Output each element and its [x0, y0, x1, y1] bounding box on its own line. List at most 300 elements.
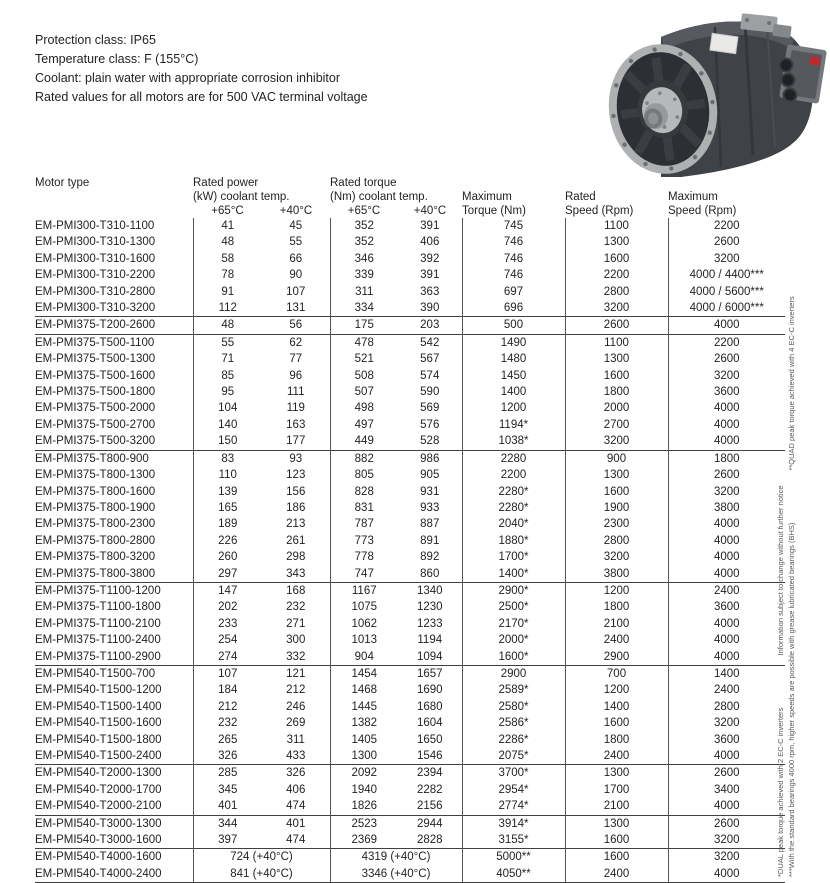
value-cell: 226 — [193, 533, 262, 549]
value-cell: 2944 — [398, 815, 462, 832]
motor-type-cell: EM-PMI375-T500-1600 — [35, 369, 156, 382]
value-cell: 2394 — [398, 765, 462, 782]
motor-type-cell: EM-PMI375-T1100-1200 — [35, 582, 193, 599]
value-cell: 2040* — [462, 516, 565, 532]
value-cell: 1094 — [416, 650, 443, 663]
value-cell: 1680 — [416, 700, 443, 713]
motor-type-cell: EM-PMI540-T1500-1800 — [35, 733, 162, 746]
value-cell: 90 — [289, 269, 303, 282]
value-cell: 746 — [462, 267, 565, 283]
value-cell: 1100 — [565, 218, 668, 234]
value-cell: 1300 — [565, 234, 668, 250]
motor-type-cell: EM-PMI540-T2000-1300 — [35, 765, 193, 782]
value-cell: 882 — [330, 450, 398, 467]
value-cell: 1450 — [462, 368, 565, 384]
value-cell: 478 — [330, 334, 398, 351]
motor-type-cell: EM-PMI375-T500-1800 — [35, 386, 156, 399]
value-cell: 1604 — [416, 717, 443, 730]
value-cell: 4000 — [668, 433, 785, 450]
table-row — [35, 351, 785, 367]
motor-type-cell: EM-PMI540-T1500-2400 — [35, 750, 162, 762]
value-cell: 1405 — [330, 732, 398, 748]
motor-type-cell: EM-PMI375-T200-2600 — [35, 317, 193, 334]
value-cell: 4000 — [668, 549, 785, 565]
value-cell: 778 — [330, 549, 398, 565]
value-cell: 905 — [420, 469, 440, 482]
table-row — [35, 417, 785, 433]
value-cell: 860 — [420, 567, 440, 580]
value-cell: 3600 — [668, 384, 785, 400]
table-row — [35, 715, 785, 731]
table-row — [35, 467, 785, 483]
table-row — [35, 384, 785, 400]
brand-label — [809, 56, 820, 65]
value-cell: 828 — [330, 484, 398, 500]
value-cell: 71 — [193, 351, 262, 367]
value-cell: 576 — [420, 418, 440, 431]
table-row — [35, 368, 785, 384]
table-header — [35, 176, 785, 218]
value-cell: 3914* — [462, 815, 565, 832]
motor-type-cell: EM-PMI375-T500-1300 — [35, 353, 156, 366]
value-cell: 574 — [420, 369, 440, 382]
value-cell: 2954* — [462, 782, 565, 798]
value-cell: 474 — [286, 834, 306, 847]
footnote-quad-peak: **QUAD peak torque achieved with 4 EC-C inverters — [787, 296, 796, 471]
header-max-speed-2: Speed (Rpm) — [668, 205, 737, 217]
value-cell: 1062 — [330, 616, 398, 632]
value-cell: 55 — [193, 334, 262, 351]
motor-type-cell: EM-PMI540-T1500-700 — [35, 665, 193, 682]
value-cell: 724 (+40°C) — [193, 849, 330, 866]
value-cell: 2400 — [565, 748, 668, 765]
value-cell: 343 — [286, 567, 306, 580]
value-cell: 62 — [262, 334, 330, 351]
value-cell: 4000 — [668, 417, 785, 433]
value-cell: 121 — [262, 665, 330, 682]
value-cell: 3346 (+40°C) — [330, 866, 462, 883]
value-cell: 2280 — [462, 450, 565, 467]
header-torque-65: +65°C — [347, 205, 381, 217]
value-cell: 140 — [193, 417, 262, 433]
value-cell: 700 — [565, 665, 668, 682]
value-cell: 4000 — [668, 533, 785, 549]
value-cell: 1700 — [565, 782, 668, 798]
value-cell: 3200 — [668, 715, 785, 731]
table-row — [35, 765, 785, 782]
value-cell: 1075 — [330, 599, 398, 615]
value-cell: 500 — [462, 317, 565, 334]
value-cell: 163 — [286, 418, 306, 431]
table-row — [35, 251, 785, 267]
value-cell: 696 — [462, 300, 565, 317]
value-cell: 805 — [330, 467, 398, 483]
value-cell: 1600* — [462, 649, 565, 666]
value-cell: 3200 — [668, 368, 785, 384]
value-cell: 507 — [330, 384, 398, 400]
value-cell: 311 — [286, 733, 305, 746]
value-cell: 2400 — [565, 866, 668, 883]
footnote-standard-bearings: ***With the standard bearings 4000 rpm, higher speeds are possible with grease lubricated bearings (BHS) — [787, 522, 796, 877]
value-cell: 186 — [286, 501, 306, 514]
value-cell: 112 — [193, 300, 262, 317]
value-cell: 433 — [286, 750, 306, 762]
table-row — [35, 334, 785, 351]
value-cell: 326 — [262, 765, 330, 782]
value-cell: 2600 — [668, 467, 785, 483]
motor-photo — [595, 5, 830, 177]
value-cell: 931 — [420, 485, 440, 498]
protection-class-line: Protection class: IP65 — [35, 33, 156, 47]
value-cell: 91 — [193, 284, 262, 300]
value-cell: 85 — [193, 368, 262, 384]
motor-type-cell: EM-PMI375-T800-3200 — [35, 551, 156, 564]
motor-type-cell: EM-PMI375-T500-3200 — [35, 435, 156, 448]
value-cell: 1657 — [398, 665, 462, 682]
value-cell: 95 — [193, 384, 262, 400]
value-cell: 300 — [286, 634, 306, 647]
value-cell: 2900 — [565, 649, 668, 666]
value-cell: 254 — [193, 632, 262, 648]
value-cell: 2400 — [668, 582, 785, 599]
value-cell: 150 — [193, 433, 262, 450]
value-cell: 1194* — [462, 417, 565, 433]
table-row — [35, 649, 785, 666]
value-cell: 787 — [330, 516, 398, 532]
value-cell: 1600 — [565, 832, 668, 849]
value-cell: 1900 — [565, 500, 668, 516]
value-cell: 4000 — [668, 632, 785, 648]
table-row — [35, 433, 785, 450]
value-cell: 747 — [330, 566, 398, 583]
value-cell: 1300 — [565, 765, 668, 782]
value-cell: 2000 — [565, 400, 668, 416]
value-cell: 334 — [330, 300, 398, 317]
table-row — [35, 284, 785, 300]
header-torque-40: +40°C — [413, 205, 447, 217]
motor-type-cell: EM-PMI375-T800-2800 — [35, 534, 156, 547]
header-motor-type: Motor type — [35, 177, 90, 189]
value-cell: 900 — [565, 450, 668, 467]
value-cell: 3200 — [668, 832, 785, 849]
motor-type-cell: EM-PMI540-T4000-1600 — [35, 849, 193, 866]
value-cell: 2400 — [668, 682, 785, 698]
value-cell: 3200 — [565, 433, 668, 450]
value-cell: 2800 — [565, 533, 668, 549]
value-cell: 508 — [330, 368, 398, 384]
value-cell: 107 — [286, 285, 306, 298]
motor-type-cell: EM-PMI300-T310-2200 — [35, 269, 156, 282]
value-cell: 260 — [193, 549, 262, 565]
value-cell: 1800 — [565, 599, 668, 615]
header-power-40: +40°C — [279, 205, 313, 217]
value-cell: 2500* — [462, 599, 565, 615]
value-cell: 1454 — [330, 665, 398, 682]
value-cell: 2156 — [416, 800, 443, 813]
value-cell: 58 — [193, 251, 262, 267]
value-cell: 311 — [330, 284, 398, 300]
motor-type-cell: EM-PMI375-T800-1600 — [35, 485, 156, 498]
value-cell: 2200 — [668, 218, 785, 234]
value-cell: 246 — [286, 700, 306, 713]
value-cell: 345 — [193, 782, 262, 798]
table-row — [35, 866, 785, 883]
value-cell: 107 — [193, 665, 262, 682]
value-cell: 391 — [420, 220, 440, 232]
value-cell: 45 — [289, 220, 303, 232]
value-cell: 4000 — [668, 798, 785, 815]
value-cell: 165 — [193, 500, 262, 516]
value-cell: 175 — [330, 317, 398, 334]
value-cell: 41 — [193, 218, 262, 234]
value-cell: 2100 — [565, 798, 668, 815]
value-cell: 590 — [420, 386, 440, 399]
value-cell: 2400 — [565, 632, 668, 648]
value-cell: 745 — [462, 218, 565, 234]
header-torque-unit: (Nm) coolant temp. — [330, 191, 428, 203]
value-cell: 497 — [330, 417, 398, 433]
header-rated-torque: Rated torque — [330, 177, 397, 189]
value-cell: 392 — [420, 252, 440, 265]
value-cell: 48 — [193, 317, 262, 334]
header-rated-speed-2: Speed (Rpm) — [565, 205, 634, 217]
value-cell: 4000 — [668, 748, 785, 765]
value-cell: 2200 — [565, 267, 668, 283]
value-cell: 5000** — [462, 849, 565, 866]
header-rated-power: Rated power — [193, 177, 259, 189]
value-cell: 3200 — [668, 484, 785, 500]
value-cell: 2075* — [462, 748, 565, 765]
value-cell: 93 — [262, 450, 330, 467]
value-cell: 1400* — [462, 566, 565, 583]
table-row — [35, 849, 785, 866]
motor-type-cell: EM-PMI540-T4000-2400 — [35, 866, 193, 883]
value-cell: 346 — [330, 251, 398, 267]
value-cell: 542 — [398, 334, 462, 351]
value-cell: 3200 — [668, 251, 785, 267]
motor-type-cell: EM-PMI300-T310-1600 — [35, 252, 156, 265]
value-cell: 1880* — [462, 533, 565, 549]
value-cell: 4000 — [668, 616, 785, 632]
table-row — [35, 732, 785, 748]
table-row — [35, 234, 785, 250]
table-row — [35, 267, 785, 283]
motor-type-cell: EM-PMI540-T2000-2100 — [35, 800, 162, 813]
value-cell: 2369 — [330, 832, 398, 849]
table-row — [35, 632, 785, 648]
value-cell: 1194 — [417, 634, 443, 647]
value-cell: 4000 — [668, 649, 785, 666]
value-cell: 1230 — [416, 601, 443, 614]
terminal-box — [779, 44, 827, 104]
table-row — [35, 616, 785, 632]
value-cell: 697 — [462, 284, 565, 300]
value-cell: 3800 — [668, 500, 785, 516]
value-cell: 390 — [420, 302, 440, 315]
motor-type-cell: EM-PMI375-T800-1300 — [35, 469, 156, 482]
value-cell: 4000 / 6000*** — [668, 300, 785, 317]
value-cell: 147 — [193, 582, 262, 599]
value-cell: 202 — [193, 599, 262, 615]
value-cell: 569 — [420, 402, 440, 415]
value-cell: 397 — [193, 832, 262, 849]
value-cell: 232 — [193, 715, 262, 731]
value-cell: 904 — [330, 649, 398, 666]
footnote-inner-line — [776, 485, 786, 877]
value-cell: 297 — [193, 566, 262, 583]
header-max-speed-1: Maximum — [668, 191, 718, 203]
value-cell: 1200 — [462, 400, 565, 416]
table-row — [35, 566, 785, 583]
value-cell: 2170* — [462, 616, 565, 632]
value-cell: 2282 — [416, 783, 443, 796]
value-cell: 1600 — [565, 251, 668, 267]
header-power-unit: (kW) coolant temp. — [193, 191, 290, 203]
table-row — [35, 317, 785, 334]
value-cell: 406 — [420, 236, 440, 249]
value-cell: 78 — [193, 267, 262, 283]
value-cell: 4000 — [668, 317, 785, 334]
value-cell: 401 — [193, 798, 262, 815]
value-cell: 773 — [330, 533, 398, 549]
value-cell: 1600 — [565, 368, 668, 384]
value-cell: 1200 — [565, 682, 668, 698]
value-cell: 891 — [420, 534, 440, 547]
motor-spec-table — [35, 176, 785, 883]
value-cell: 363 — [420, 285, 440, 298]
footnote-info-subject: Information subject to change without further notice — [776, 485, 785, 656]
table-row — [35, 815, 785, 832]
value-cell: 4050** — [462, 866, 565, 883]
value-cell: 3155* — [462, 832, 565, 849]
table-row — [35, 748, 785, 765]
value-cell: 2900* — [462, 582, 565, 599]
rated-values-line: Rated values for all motors are for 500 VAC terminal voltage — [35, 90, 368, 104]
motor-type-cell: EM-PMI300-T310-1100 — [35, 220, 155, 232]
value-cell: 4000 — [668, 566, 785, 583]
value-cell: 4000 / 5600*** — [668, 284, 785, 300]
value-cell: 56 — [262, 317, 330, 334]
value-cell: 2774* — [462, 798, 565, 815]
table-row — [35, 665, 785, 682]
value-cell: 261 — [286, 534, 306, 547]
motor-type-cell: EM-PMI375-T500-2000 — [35, 402, 156, 415]
value-cell: 1100 — [565, 334, 668, 351]
value-cell: 1600 — [565, 484, 668, 500]
value-cell: 2280* — [462, 500, 565, 516]
header-max-torque-1: Maximum — [462, 191, 512, 203]
value-cell: 2800 — [565, 284, 668, 300]
value-cell: 831 — [330, 500, 398, 516]
value-cell: 406 — [286, 783, 306, 796]
table-row — [35, 599, 785, 615]
value-cell: 232 — [286, 601, 306, 614]
value-cell: 1340 — [398, 582, 462, 599]
value-cell: 2300 — [565, 516, 668, 532]
value-cell: 352 — [330, 218, 398, 234]
value-cell: 1167 — [330, 582, 398, 599]
value-cell: 104 — [193, 400, 262, 416]
motor-type-cell: EM-PMI300-T310-1300 — [35, 236, 156, 249]
value-cell: 887 — [420, 518, 440, 531]
value-cell: 168 — [262, 582, 330, 599]
value-cell: 1013 — [330, 632, 398, 648]
temperature-class-line: Temperature class: F (155°C) — [35, 52, 199, 66]
table-row — [35, 300, 785, 317]
table-row — [35, 516, 785, 532]
value-cell: 189 — [193, 516, 262, 532]
value-cell: 110 — [193, 467, 262, 483]
value-cell: 1400 — [462, 384, 565, 400]
value-cell: 2600 — [668, 234, 785, 250]
motor-type-cell: EM-PMI375-T800-2300 — [35, 518, 156, 531]
motor-type-cell: EM-PMI375-T1100-1800 — [35, 601, 161, 614]
value-cell: 2092 — [330, 765, 398, 782]
value-cell: 1200 — [565, 582, 668, 599]
value-cell: 4319 (+40°C) — [330, 849, 462, 866]
motor-type-cell: EM-PMI540-T3000-1300 — [35, 815, 193, 832]
value-cell: 55 — [289, 236, 303, 249]
header-power-65: +65°C — [211, 205, 244, 217]
table-row — [35, 798, 785, 815]
table-row — [35, 699, 785, 715]
value-cell: 269 — [286, 717, 306, 730]
table-row — [35, 500, 785, 516]
value-cell: 2100 — [565, 616, 668, 632]
table-row — [35, 450, 785, 467]
value-cell: 2700 — [565, 417, 668, 433]
value-cell: 156 — [286, 485, 306, 498]
motor-type-cell: EM-PMI300-T310-3200 — [35, 302, 156, 315]
value-cell: 48 — [193, 234, 262, 250]
value-cell: 1400 — [668, 665, 785, 682]
value-cell: 521 — [330, 351, 398, 367]
value-cell: 1600 — [565, 715, 668, 731]
value-cell: 131 — [286, 302, 306, 315]
value-cell: 2600 — [668, 351, 785, 367]
value-cell: 1445 — [330, 699, 398, 715]
value-cell: 298 — [286, 551, 306, 564]
value-cell: 233 — [193, 616, 262, 632]
value-cell: 528 — [420, 435, 440, 448]
value-cell: 401 — [262, 815, 330, 832]
table-row — [35, 533, 785, 549]
value-cell: 1800 — [668, 450, 785, 467]
footnote-outer-line — [787, 296, 797, 877]
value-cell: 2600 — [668, 765, 785, 782]
value-cell: 1233 — [416, 617, 443, 630]
value-cell: 1650 — [416, 733, 443, 746]
motor-type-cell: EM-PMI540-T1500-1400 — [35, 700, 162, 713]
value-cell: 3600 — [668, 599, 785, 615]
motor-nameplate — [710, 33, 738, 53]
value-cell: 83 — [193, 450, 262, 467]
footnote-dual-peak: *DUAL peak torque achieved with 2 EC-C inverters — [776, 707, 785, 877]
value-cell: 841 (+40°C) — [193, 866, 330, 883]
value-cell: 213 — [286, 518, 306, 531]
value-cell: 1800 — [565, 384, 668, 400]
value-cell: 3700* — [462, 765, 565, 782]
value-cell: 203 — [398, 317, 462, 334]
value-cell: 326 — [193, 748, 262, 765]
motor-type-cell: EM-PMI300-T310-2800 — [35, 285, 156, 298]
value-cell: 111 — [287, 386, 305, 399]
value-cell: 567 — [420, 353, 440, 366]
value-cell: 2286* — [462, 732, 565, 748]
value-cell: 119 — [286, 402, 305, 415]
value-cell: 271 — [286, 617, 306, 630]
motor-illustration — [595, 5, 830, 177]
